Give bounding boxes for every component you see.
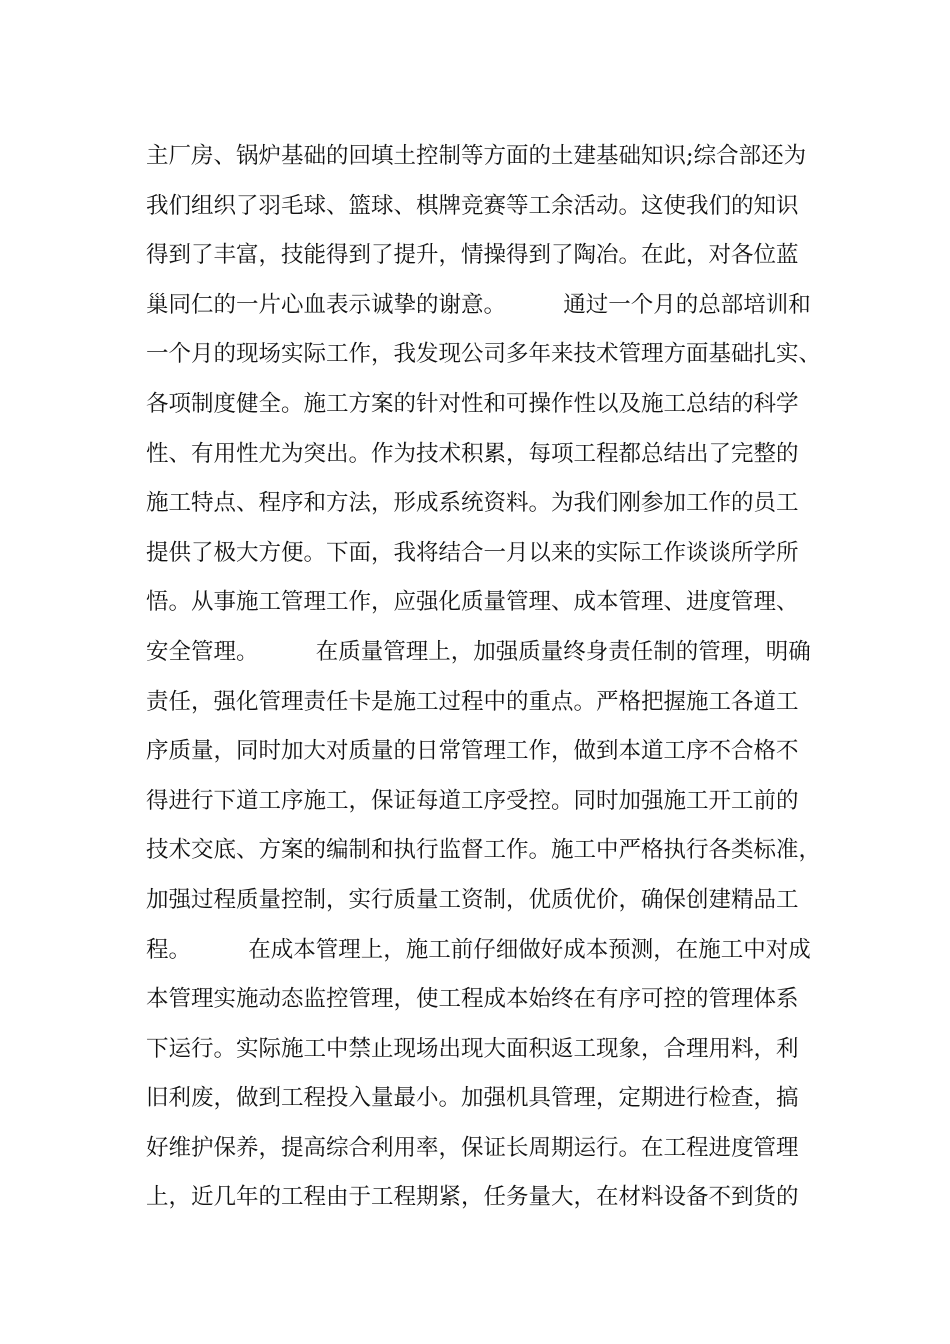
- text-line: 施工特点、程序和方法，形成系统资料。为我们刚参加工作的员工: [146, 490, 799, 517]
- text-line: 巢同仁的一片心血表示诚挚的谢意。 通过一个月的总部培训和: [146, 291, 811, 318]
- text-line: 安全管理。 在质量管理上，加强质量终身责任制的管理，明确: [146, 638, 811, 665]
- text-line: 序质量，同时加大对质量的日常管理工作，做到本道工序不合格不: [146, 738, 799, 765]
- text-line: 性、有用性尤为突出。作为技术积累，每项工程都总结出了完整的: [146, 440, 799, 467]
- text-line: 得到了丰富，技能得到了提升，情操得到了陶冶。在此，对各位蓝: [146, 242, 799, 269]
- body-text: [146, 132, 822, 1223]
- text-line: 本管理实施动态监控管理，使工程成本始终在有序可控的管理体系: [146, 986, 799, 1013]
- text-line: 旧利废，做到工程投入量最小。加强机具管理，定期进行检查，搞: [146, 1085, 799, 1112]
- text-line: 下运行。实际施工中禁止现场出现大面积返工现象，合理用料，利: [146, 1035, 799, 1062]
- text-line: 程。 在成本管理上，施工前仔细做好成本预测，在施工中对成: [146, 936, 811, 963]
- text-line: 悟。从事施工管理工作，应强化质量管理、成本管理、进度管理、: [146, 589, 799, 616]
- text-line: 各项制度健全。施工方案的针对性和可操作性以及施工总结的科学: [146, 390, 799, 417]
- text-line: 提供了极大方便。下面，我将结合一月以来的实际工作谈谈所学所: [146, 539, 799, 566]
- text-line: 上，近几年的工程由于工程期紧，任务量大，在材料设备不到货的: [146, 1184, 799, 1211]
- text-line: 技术交底、方案的编制和执行监督工作。施工中严格执行各类标准，: [146, 837, 822, 864]
- text-line: 主厂房、锅炉基础的回填土控制等方面的土建基础知识;综合部还为: [146, 143, 807, 169]
- text-line: 得进行下道工序施工，保证每道工序受控。同时加强施工开工前的: [146, 787, 799, 814]
- text-line: 责任，强化管理责任卡是施工过程中的重点。严格把握施工各道工: [146, 688, 799, 715]
- text-line: 一个月的现场实际工作，我发现公司多年来技术管理方面基础扎实、: [146, 341, 822, 368]
- text-line: 我们组织了羽毛球、篮球、棋牌竞赛等工余活动。这使我们的知识: [146, 192, 799, 219]
- text-line: 加强过程质量控制，实行质量工资制，优质优价，确保创建精品工: [146, 886, 799, 913]
- text-line: 好维护保养，提高综合利用率，保证长周期运行。在工程进度管理: [146, 1134, 799, 1161]
